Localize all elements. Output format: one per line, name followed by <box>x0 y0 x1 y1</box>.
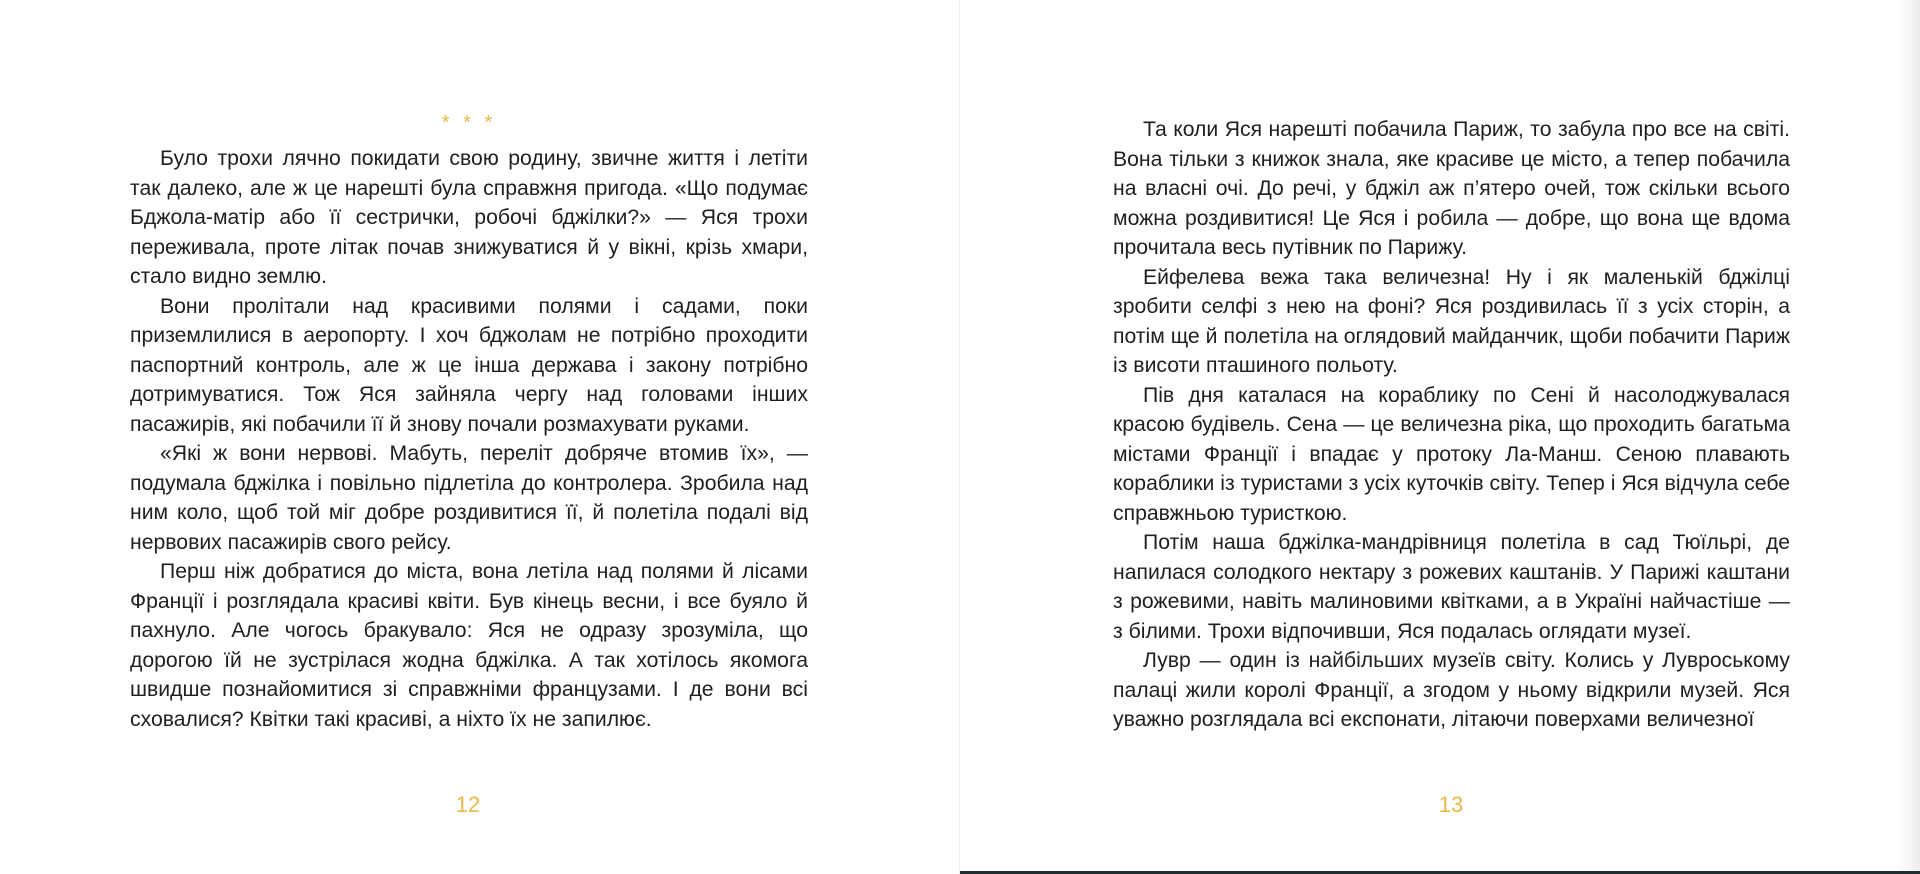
paragraph: Лувр — один із найбільших музеїв світу. Колись у Лувроському палаці жили королі Франції, а згодом у ньому відкрили музей. Яся уважно розглядала всі експонати, літаючи поверхами величезної <box>1113 649 1790 731</box>
paragraph: Було трохи лячно покидати свою родину, звичне життя і летіти так далеко, але ж це нарешті була справжня пригода. «Що подумає Бджола-матір або її сестрички, робочі бджілки?» — Яся трохи переживала, проте літак почав знижуватися й у вікні, крізь хмари, стало видно землю. <box>130 147 808 288</box>
section-ornament: * * * <box>441 112 497 134</box>
right-page <box>960 0 1920 874</box>
paragraph: Вони пролітали над красивими полями і садами, поки приземлилися в аеропорту. І хоч бджолам не потрібно проходити паспортний контроль, але ж це інша держава і закону потрібно дотримуватися. Тож Яся зайняла чергу над головами інших пасажирів, які побачили її й знову почали розмахувати руками. <box>130 294 808 436</box>
page-edge-shadow <box>1898 0 1920 874</box>
left-page-text <box>130 144 808 734</box>
right-page-text <box>1113 115 1790 735</box>
paragraph: Ейфелева вежа така величезна! Ну і як маленькій бджілці зробити селфі з нею на фоні? Яся роздивилась її з усіх сторін, а потім ще й полетіла на оглядовий майданчик, щоби побачити Париж із висоти пташиного польоту. <box>1113 265 1790 377</box>
paragraph: «Які ж вони нервові. Мабуть, переліт добряче втомив їх», — подумала бджілка і повільно підлетіла до контролера. Зробила над ним коло, щоб той міг добре роздивитися її, й полетіла подалі від нервових пасажирів свого рейсу. <box>130 442 808 554</box>
paragraph: Пів дня каталася на кораблику по Сені й насолоджувалася красою будівель. Сена — це величезна ріка, що проходить багатьма містами Франції і впадає у протоку Ла-Манш. Сеною плавають кораблики із туристами з усіх куточків світу. Тепер і Яся відчула себе справжньою туристкою. <box>1113 383 1790 525</box>
paragraph: Та коли Яся нарешті побачила Париж, то забула про все на світі. Вона тільки з книжок знала, яке красиве це місто, а тепер побачила на власні очі. До речі, у бджіл аж п’ятеро очей, тож скільки всього можна роздивитися! Це Яся і робила — добре, що вона ще вдома прочитала весь путівник по Парижу. <box>1113 118 1790 259</box>
paragraph: Перш ніж добратися до міста, вона летіла над полями й лісами Франції і розглядала красиві квіти. Був кінець весни, і все буяло й пахнуло. Але чогось бракувало: Яся не одразу зрозуміла, що дорогою їй не зустрілася жодна бджілка. А так хотілось якомога швидше познайомитися зі справжніми французами. І де вони всі сховалися? Квітки такі красиві, а ніхто їх не запилює. <box>130 560 808 731</box>
paragraph: Потім наша бджілка-мандрівниця полетіла в сад Тюїльрі, де напилася солодкого нектару з рожевих каштанів. У Парижі каштани з рожевими, навіть малиновими квітками, а в Україні найчастіше — з білими. Трохи відпочивши, Яся подалась оглядати музеї. <box>1113 531 1790 643</box>
page-number-right: 13 <box>1438 792 1464 817</box>
page-number-left: 12 <box>455 792 481 817</box>
